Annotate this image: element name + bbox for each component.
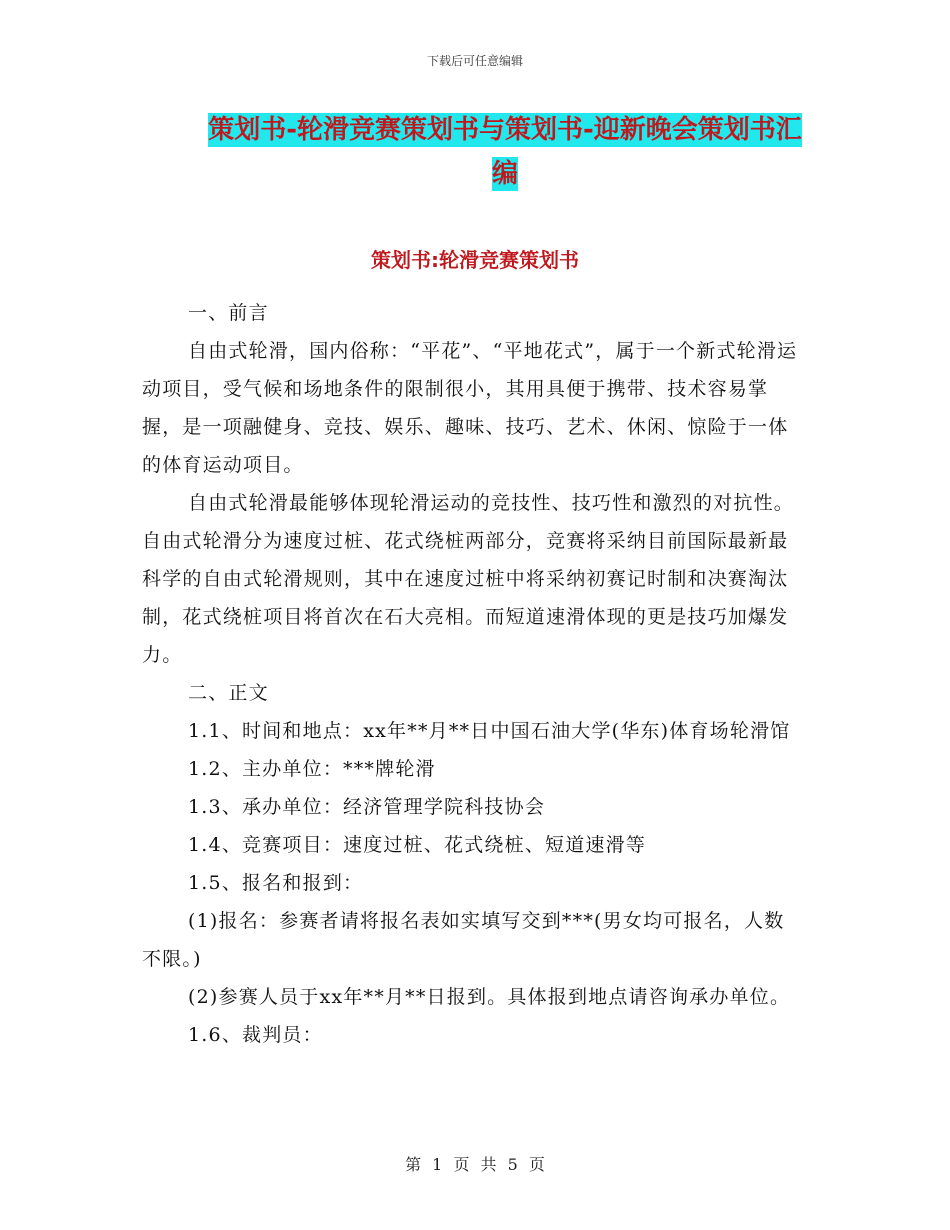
page-number-footer: 第 1 页 共 5 页: [405, 1155, 545, 1174]
paragraph-item: 1.5、报名和报到：: [188, 872, 364, 894]
paragraph-heading-preface: 一、前言: [188, 302, 269, 324]
section-title: 策划书:轮滑竞赛策划书: [371, 248, 579, 272]
paragraph-item: 1.3、承办单位：经济管理学院科技协会: [188, 796, 546, 818]
document-title-line-2: 编: [491, 159, 518, 189]
paragraph-heading-main: 二、正文: [188, 682, 269, 704]
paragraph: 自由式轮滑，国内俗称：“平花”、“平地花式”，属于一个新式轮滑运动项目，受气候和场地条件的限制很小，其用具便于携带、技术容易掌握，是一项融健身、竞技、娱乐、趣味、技巧、艺术、休闲、惊险于一体的体育运动项目。: [142, 340, 798, 476]
paragraph-item: 1.2、主办单位：***牌轮滑: [188, 758, 436, 780]
paragraph-item: (2)参赛人员于xx年**月**日报到。具体报到地点请咨询承办单位。: [188, 986, 791, 1008]
paragraph-item: 1.6、裁判员：: [188, 1024, 323, 1046]
document-title: [195, 108, 815, 196]
paragraph-item: (1)报名：参赛者请将报名表如实填写交到***(男女均可报名，人数不限。): [142, 910, 785, 970]
document-body: [142, 294, 802, 1054]
paragraph: 自由式轮滑最能够体现轮滑运动的竞技性、技巧性和激烈的对抗性。自由式轮滑分为速度过桩、花式绕桩两部分，竞赛将采纳目前国际最新最科学的自由式轮滑规则，其中在速度过桩中将采纳初赛记时制和决赛淘汰制，花式绕桩项目将首次在石大亮相。而短道速滑体现的更是技巧加爆发力。: [142, 492, 795, 666]
document-title-line-1: 策划书-轮滑竞赛策划书与策划书-迎新晚会策划书汇: [208, 115, 802, 145]
header-note: 下载后可任意编辑: [426, 54, 523, 68]
paragraph-item: 1.4、竞赛项目：速度过桩、花式绕桩、短道速滑等: [188, 834, 647, 856]
paragraph-item: 1.1、时间和地点：xx年**月**日中国石油大学(华东)体育场轮滑馆: [188, 720, 791, 742]
